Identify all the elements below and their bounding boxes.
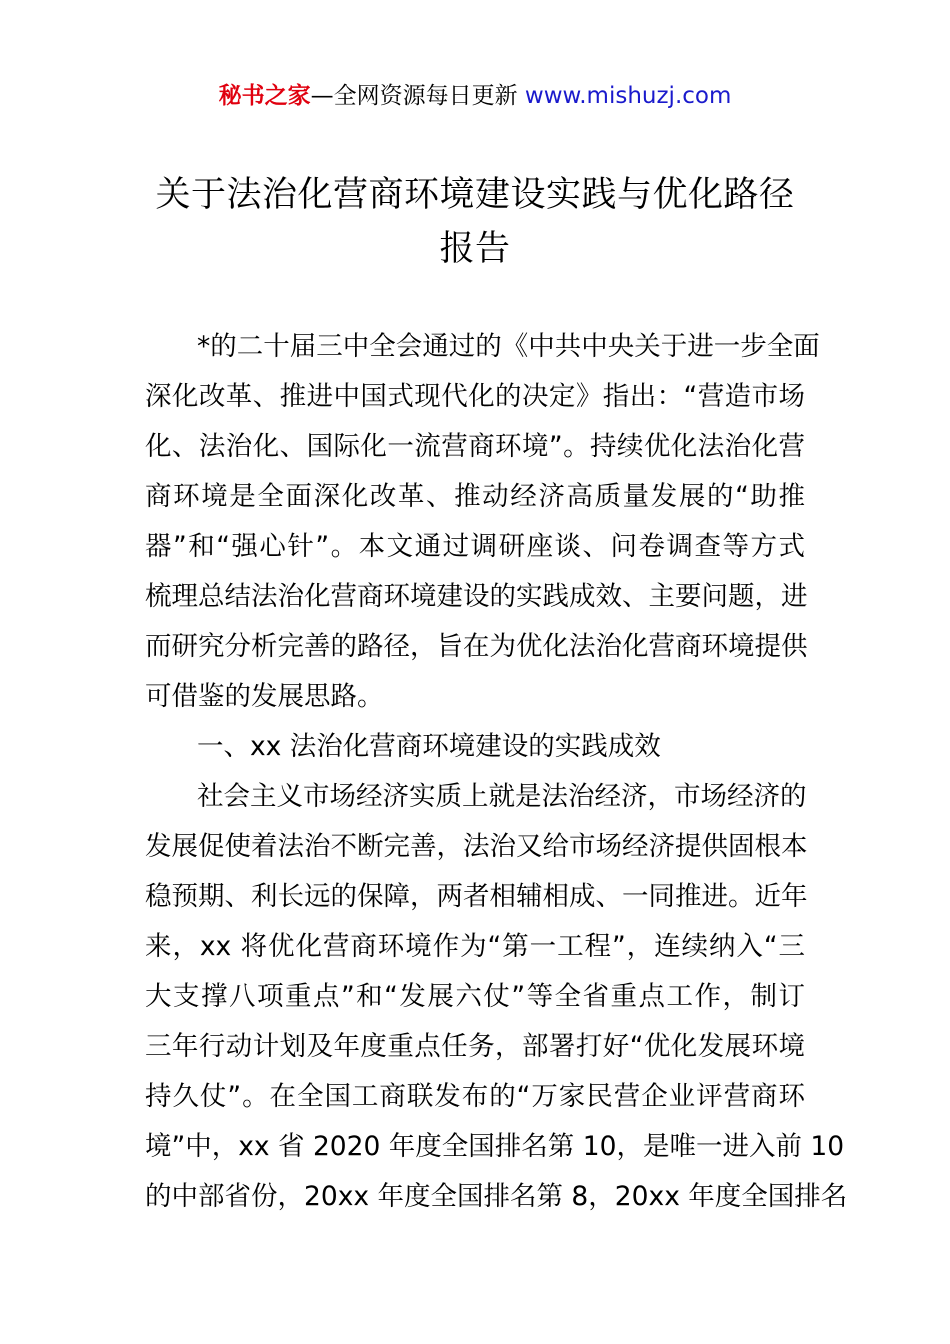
title-line-1: 关于法治化营商环境建设实践与优化路径 — [155, 175, 795, 215]
paragraph-line: 境”中，xx 省 2020 年度全国排名第 10，是唯一进入前 10 — [145, 1131, 845, 1162]
paragraph-line: 商环境是全面深化改革、推动经济高质量发展的“助推 — [145, 481, 805, 512]
paragraph-line: 持久仗”。在全国工商联发布的“万家民营企业评营商环 — [145, 1081, 805, 1112]
paragraph-line: 深化改革、推进中国式现代化的决定》指出：“营造市场 — [145, 381, 805, 412]
paragraph-line: 三年行动计划及年度重点任务，部署打好“优化发展环境 — [145, 1031, 805, 1062]
paragraph-line: 发展促使着法治不断完善，法治又给市场经济提供固根本 — [145, 831, 808, 862]
paragraph-line: 器”和“强心针”。本文通过调研座谈、问卷调查等方式 — [145, 531, 805, 562]
paragraph-line: 的中部省份，20xx 年度全国排名第 8，20xx 年度全国排名 — [145, 1181, 848, 1212]
title-line-2: 报告 — [439, 229, 511, 269]
paragraph-line: *的二十届三中全会通过的《中共中央关于进一步全面 — [197, 331, 820, 362]
site-header — [0, 80, 950, 112]
paragraph-practice — [145, 772, 848, 1222]
document-body — [145, 322, 848, 1222]
document-title — [140, 168, 810, 276]
brand-name: 秘书之家 — [218, 83, 311, 109]
header-tagline: —全网资源每日更新 — [310, 83, 518, 109]
paragraph-line: 而研究分析完善的路径，旨在为优化法治化营商环境提供 — [145, 631, 808, 662]
site-url[interactable]: www.mishuzj.com — [524, 83, 732, 109]
paragraph-intro — [145, 322, 820, 722]
paragraph-line: 稳预期、利长远的保障，两者相辅相成、一同推进。近年 — [145, 881, 808, 912]
paragraph-line: 可借鉴的发展思路。 — [145, 681, 384, 712]
paragraph-line: 社会主义市场经济实质上就是法治经济，市场经济的 — [197, 781, 807, 812]
section-heading: 一、xx 法治化营商环境建设的实践成效 — [197, 731, 661, 762]
paragraph-line: 化、法治化、国际化一流营商环境”。持续优化法治化营 — [145, 431, 805, 462]
paragraph-line: 大支撑八项重点”和“发展六仗”等全省重点工作，制订 — [145, 981, 805, 1012]
paragraph-line: 来，xx 将优化营商环境作为“第一工程”，连续纳入“三 — [145, 931, 805, 962]
paragraph-line: 梳理总结法治化营商环境建设的实践成效、主要问题，进 — [145, 581, 808, 612]
